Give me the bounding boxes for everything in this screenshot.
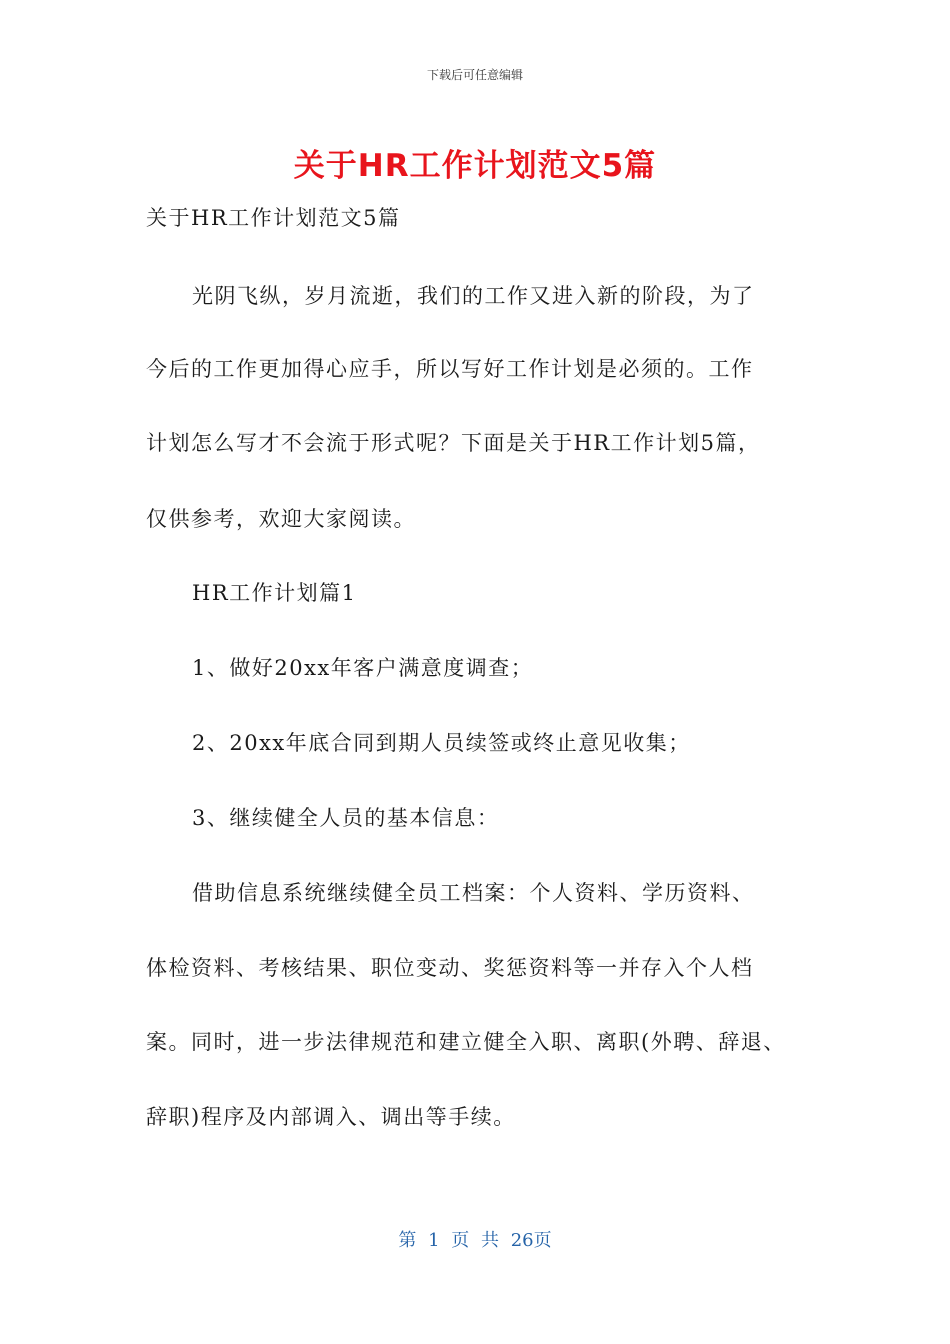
list-item: 1、做好20xx年客户满意度调查；	[192, 656, 534, 680]
paragraph-line: 辞职)程序及内部调入、调出等手续。	[146, 1105, 516, 1129]
paragraph-line: 仅供参考，欢迎大家阅读。	[146, 507, 416, 531]
paragraph-line: 光阴飞纵，岁月流逝，我们的工作又进入新的阶段，为了	[192, 284, 755, 308]
document-title: 关于HR工作计划范文5篇	[293, 148, 657, 184]
subtitle-line: 关于HR工作计划范文5篇	[146, 206, 401, 230]
paragraph-line: 计划怎么写才不会流于形式呢？下面是关于HR工作计划5篇，	[146, 431, 761, 455]
section-heading: HR工作计划篇1	[192, 581, 357, 605]
paragraph-line: 今后的工作更加得心应手，所以写好工作计划是必须的。工作	[146, 357, 754, 381]
list-item: 3、继续健全人员的基本信息：	[192, 806, 500, 830]
paragraph-line: 案。同时，进一步法律规范和建立健全入职、离职(外聘、辞退、	[146, 1030, 786, 1054]
page-number-footer: 第 1 页 共 26页	[398, 1230, 552, 1251]
paragraph-line: 借助信息系统继续健全员工档案：个人资料、学历资料、	[192, 881, 755, 905]
list-item: 2、20xx年底合同到期人员续签或终止意见收集；	[192, 731, 691, 755]
header-note: 下载后可任意编辑	[426, 68, 523, 82]
paragraph-line: 体检资料、考核结果、职位变动、奖惩资料等一并存入个人档	[146, 956, 754, 980]
